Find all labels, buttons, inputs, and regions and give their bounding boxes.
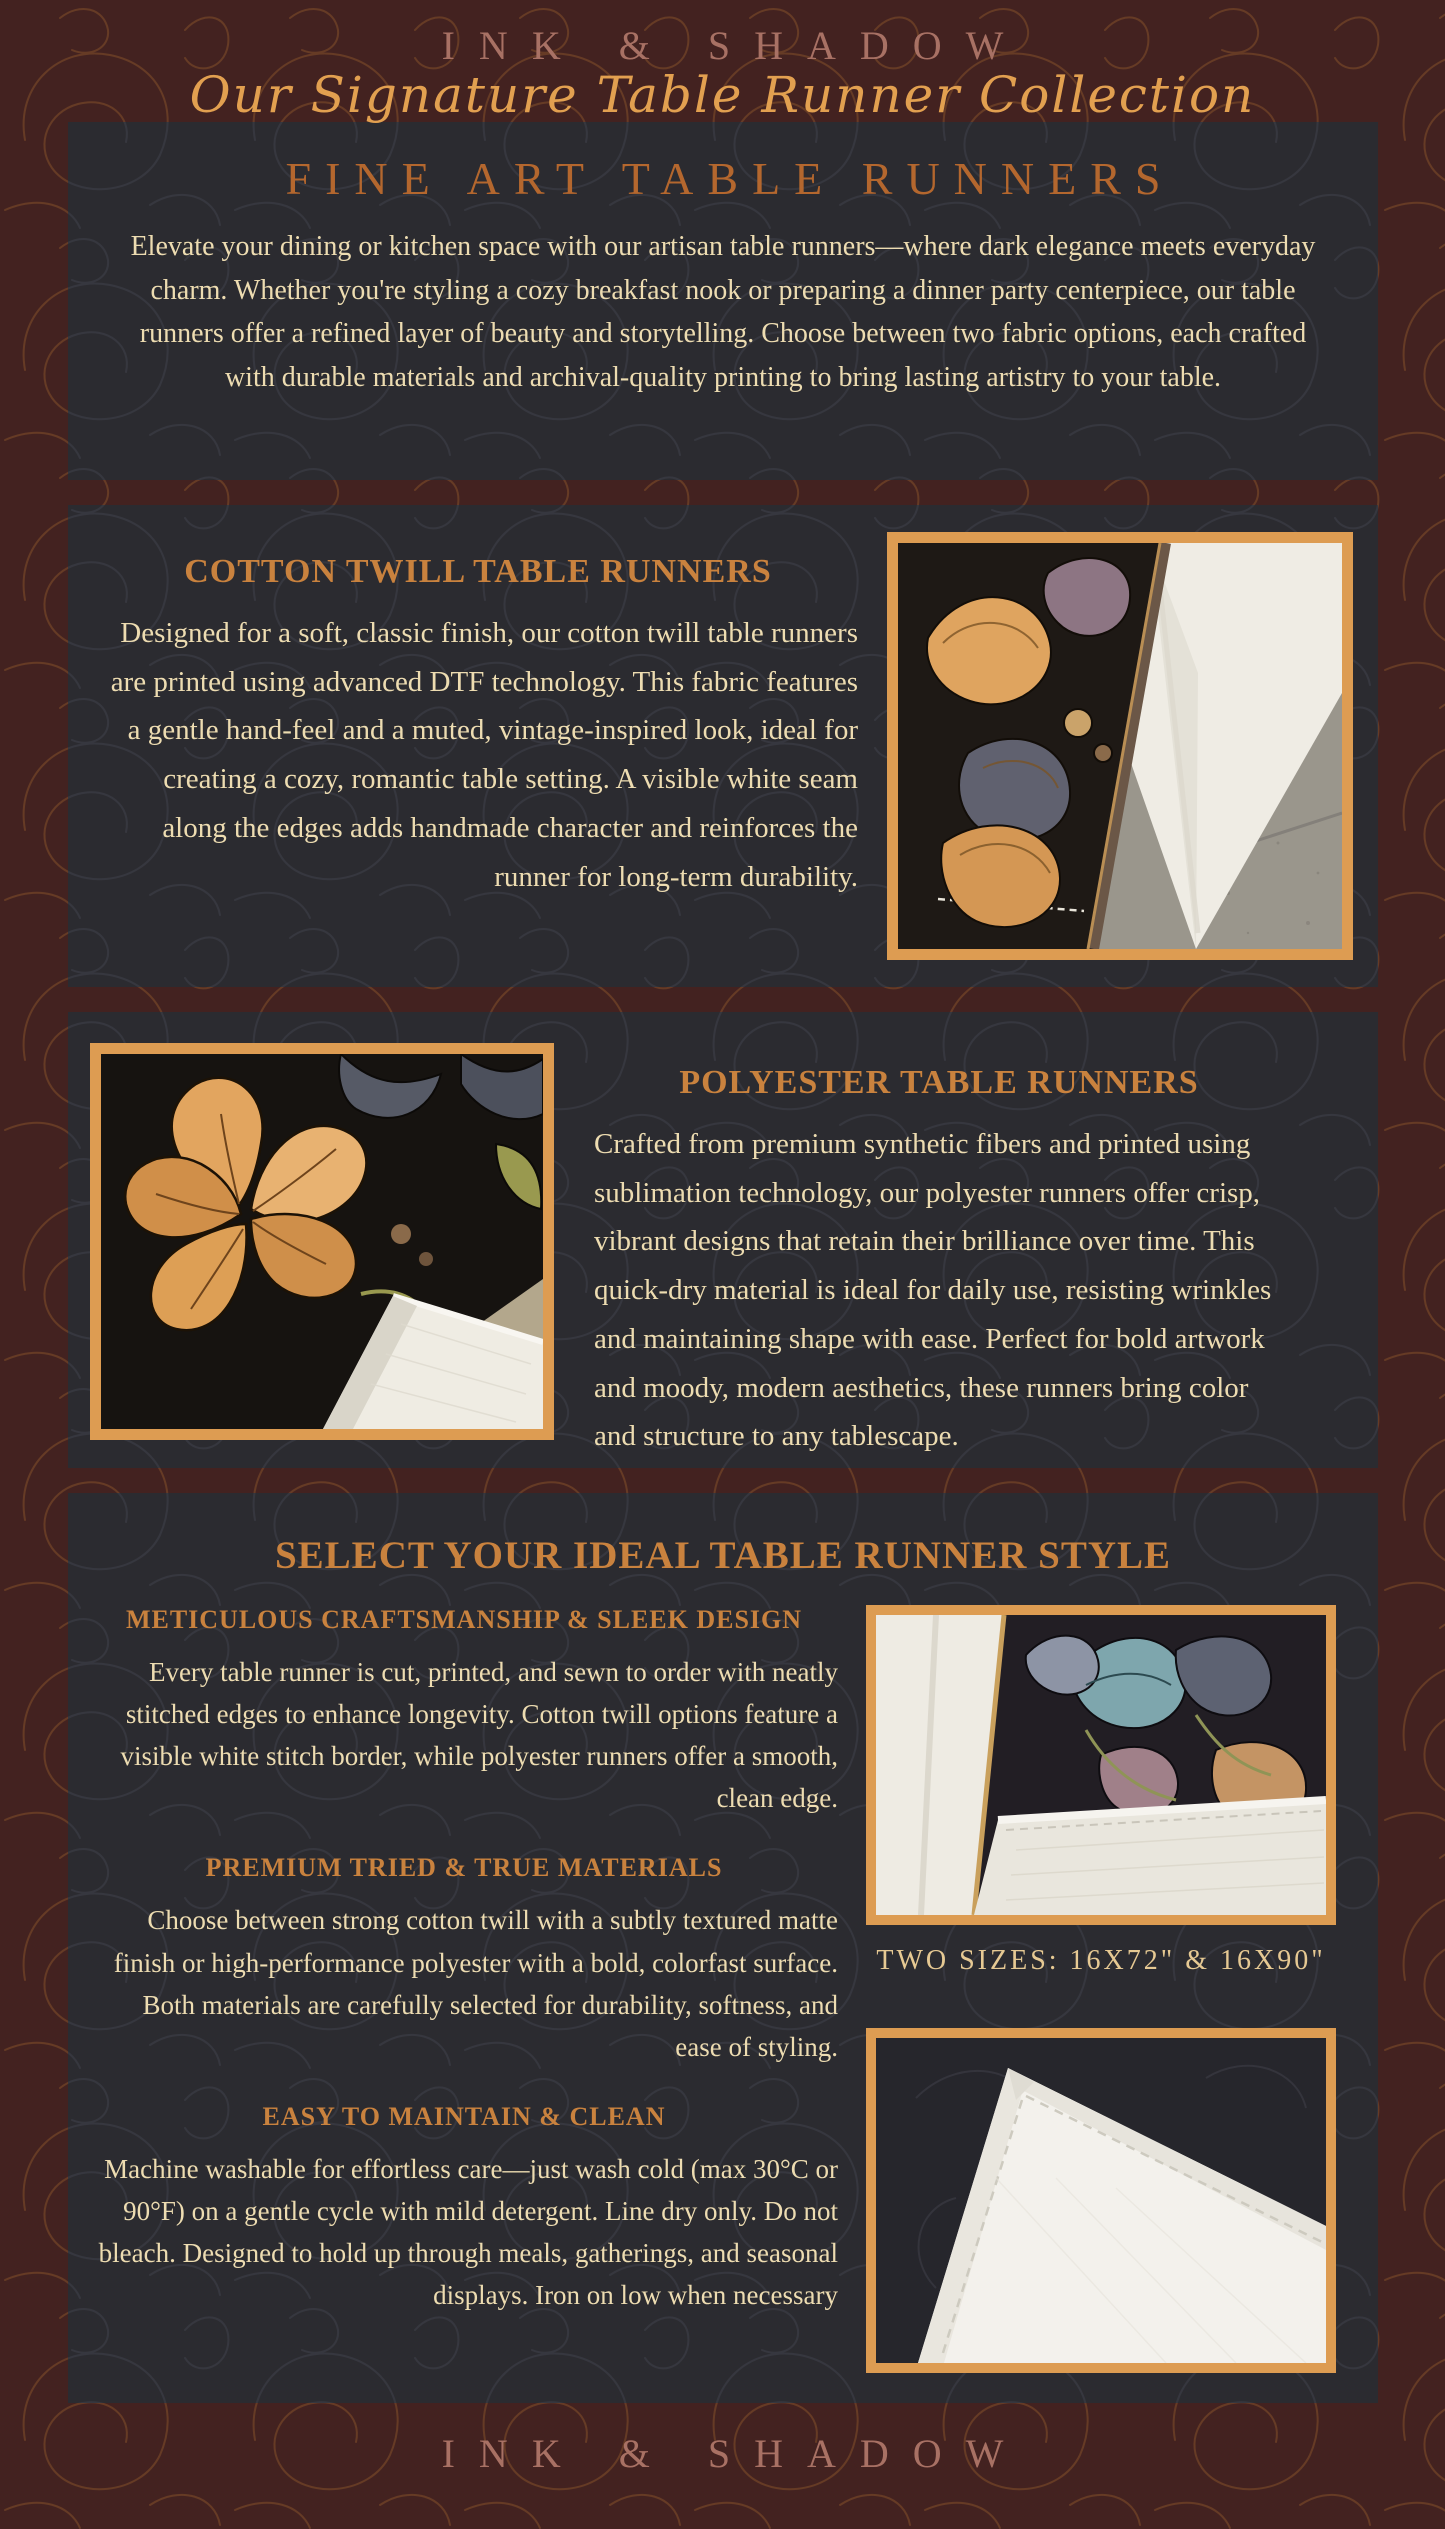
feature-body-materials: Choose between strong cotton twill with a subtly textured matte finish or high-performance polyester with a bold, colorfast surface. Both materials are carefully selected for durability, softness, and ease of styling.	[113, 1905, 838, 2062]
polyester-section	[68, 1012, 1378, 1468]
intro-body: Elevate your dining or kitchen space with our artisan table runners—where dark elegance meets everyday charm. Whether you're styling a cozy breakfast nook or preparing a dinner party centerpiece, our table runners offer a refined layer of beauty and storytelling. Choose between two fabric options, each crafted with durable materials and archival-quality printing to bring lasting artistry to your table.	[130, 231, 1316, 394]
polyester-runner-photo	[90, 1043, 554, 1440]
cotton-body: Designed for a soft, classic finish, our cotton twill table runners are printed using advanced DTF technology. This fabric features a gentle hand-feel and a muted, vintage-inspired look, ideal for creating a cozy, romantic table setting. A visible white seam along the edges adds handmade character and reinforces the runner for long-term durability.	[110, 617, 858, 893]
intro-section	[68, 122, 1378, 480]
cotton-section	[68, 505, 1378, 987]
feature-heading-care: EASY TO MAINTAIN & CLEAN	[262, 2101, 666, 2131]
feature-heading-materials: PREMIUM TRIED & TRUE MATERIALS	[205, 1853, 723, 1883]
feature-body-care: Machine washable for effortless care—just wash cold (max 30°C or 90°F) on a gentle cycle with mild detergent. Line dry only. Do not bleach. Designed to hold up through meals, gatherings, and seasonal displays. Iron on low when necessary	[98, 2153, 838, 2311]
cotton-runner-photo	[887, 532, 1353, 960]
cotton-title: COTTON TWILL TABLE RUNNERS	[184, 553, 772, 590]
brand-tagline: Our Signature Table Runner Collection	[189, 66, 1256, 124]
feature-body-craftsmanship: Every table runner is cut, printed, and sewn to order with neatly stitched edges to enhance longevity. Cotton twill options feature a visible white stitch border, while polyester runners offer a smooth, clean edge.	[120, 1657, 838, 1814]
brand-name-footer: INK & SHADOW	[441, 2431, 1028, 2476]
polyester-title: POLYESTER TABLE RUNNERS	[679, 1064, 1199, 1101]
sizes-label: TWO SIZES: 16X72" & 16X90"	[876, 1945, 1326, 1976]
polyester-body: Crafted from premium synthetic fibers and printed using sublimation technology, our polyester runners offer crisp, vibrant designs that retain their brilliance over time. This quick-dry material is ideal for daily use, resisting wrinkles and maintaining shape with ease. Perfect for bold artwork and moody, modern aesthetics, these runners bring color and structure to any tablescape.	[594, 1128, 1272, 1453]
select-feature-list	[90, 1605, 838, 2346]
feature-heading-craftsmanship: METICULOUS CRAFTSMANSHIP & SLEEK DESIGN	[125, 1605, 803, 1634]
intro-title: FINE ART TABLE RUNNERS	[285, 153, 1175, 204]
stitched-corner-photo	[866, 2028, 1336, 2373]
select-style-section	[68, 1493, 1378, 2403]
craftsmanship-photo	[866, 1605, 1336, 1925]
brand-name-header: INK & SHADOW	[441, 23, 1028, 68]
select-title: SELECT YOUR IDEAL TABLE RUNNER STYLE	[274, 1534, 1172, 1577]
